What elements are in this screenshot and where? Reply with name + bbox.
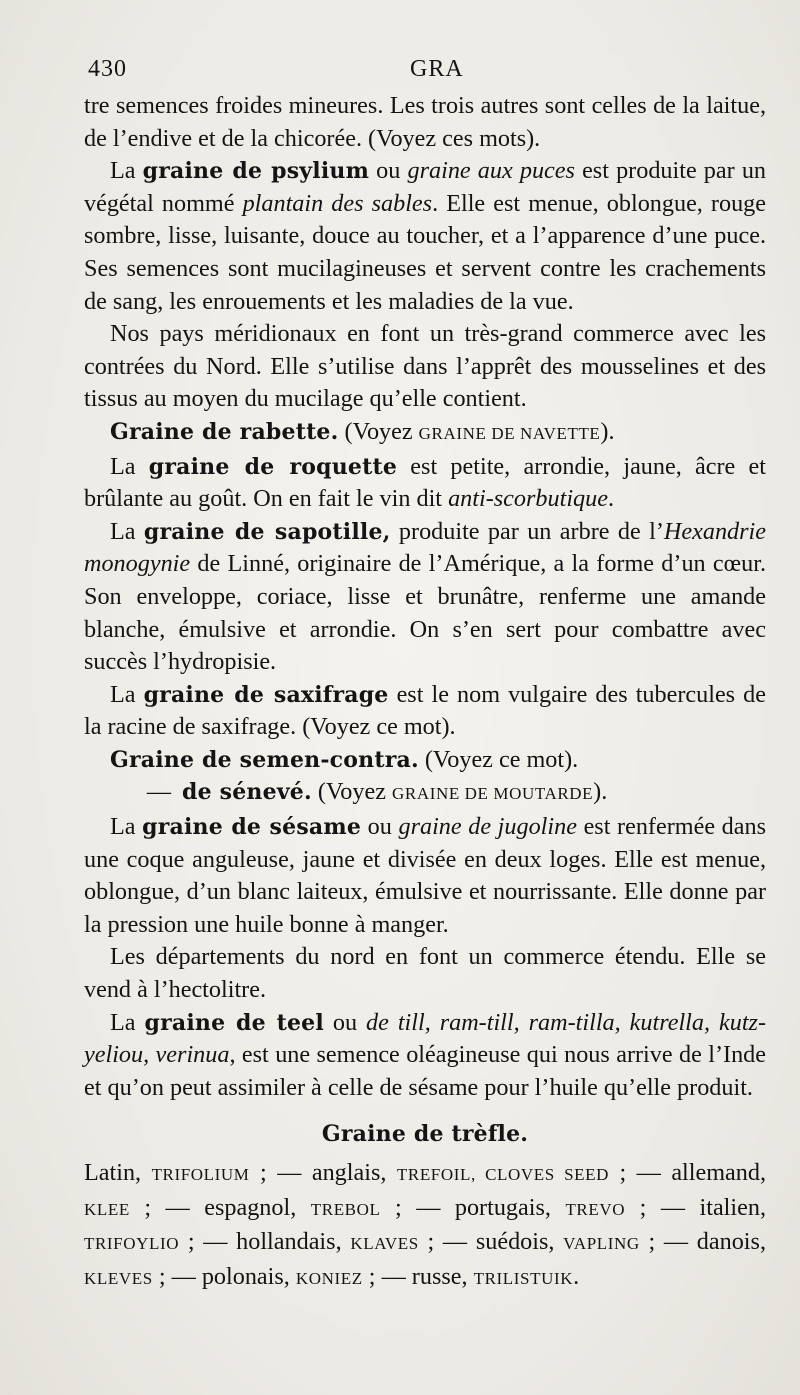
entry-term: graine de saxifrage: [143, 681, 389, 708]
text-run: ; — danois,: [639, 1228, 766, 1256]
entry-semen-contra: [84, 744, 766, 777]
plant-name: plantain des sables: [242, 189, 433, 217]
text-run: (Voyez: [311, 778, 393, 806]
language-term: TRIFOYLIO: [84, 1234, 180, 1254]
text-run: ).: [600, 417, 615, 445]
text-run: . Elle est menue, oblongue, rouge sombre, lisse, luisante, douce au toucher, et a l’apparence d’une puce. Ses semences sont mucilagineuses et servent contre les crachements de sang, les enrouements et les maladies de la vue.: [84, 189, 767, 315]
text-run: ou: [361, 813, 399, 841]
text-run: ou: [369, 157, 408, 185]
language-term: KONIEZ: [295, 1268, 363, 1288]
entry-term: Graine de semen-contra.: [110, 746, 419, 773]
entry-sesame: [84, 811, 766, 941]
entry-sapotille: [84, 516, 766, 679]
entry-saxifrage: [84, 679, 766, 744]
text-run: ou: [323, 1008, 367, 1036]
language-term: TRILISTUIK: [473, 1268, 574, 1288]
language-term: KLAVES: [350, 1234, 419, 1254]
text-run: .: [573, 1262, 580, 1290]
language-term: VAPLING: [563, 1234, 640, 1254]
language-term: TREBOL: [310, 1199, 381, 1219]
text-run: ; — suédois,: [418, 1228, 564, 1256]
entry-psylium: [84, 155, 766, 318]
cross-reference: GRAINE DE NAVETTE: [418, 423, 601, 443]
page-body: [84, 90, 766, 1295]
page-number: 430: [88, 56, 127, 82]
text-run: ; — russe,: [362, 1262, 474, 1290]
text-run: ; — portugais,: [380, 1193, 566, 1221]
text-run: ; — anglais,: [249, 1159, 397, 1186]
botanical-class: Hexandrie monogynie: [84, 517, 766, 578]
heading-text: Graine de trèfle.: [321, 1121, 529, 1148]
ditto-dash: —: [146, 778, 172, 806]
text-run: ; — polonais,: [152, 1262, 296, 1290]
text-run: ; — espagnol,: [129, 1193, 311, 1221]
text-run: , est une semence oléagineuse qui nous arrive de l’Inde et qu’on peut assimiler à celle de sésame pour l’huile qu’elle produit.: [84, 1041, 767, 1101]
text-run: (Voyez ce mot).: [418, 745, 579, 773]
text-run: La: [110, 813, 143, 841]
paragraph-continuation: tre semences froides mineures. Les trois autres sont celles de la laitue, de l’endive et de la chicorée. (Voyez ces mots).: [84, 92, 766, 152]
text-run: La: [110, 452, 149, 480]
language-term: TREFOIL, CLOVES SEED: [396, 1165, 609, 1184]
wine-name: anti-scorbutique: [448, 485, 608, 513]
text-run: (Voyez: [338, 417, 419, 445]
entry-term: de sénevé.: [182, 779, 312, 806]
text-run: de Linné, originaire de l’Amérique, a la forme d’un cœur. Son enveloppe, coriace, lisse et brunâtre, renferme une amande blanche, émulsive et arrondie. On s’en sert pour combattre avec succès l’hydropisie.: [84, 550, 766, 676]
synonym: graine de jugoline: [398, 813, 577, 841]
paragraph-departements: Les départements du nord en font un commerce étendu. Elle se vend à l’hectolitre.: [84, 943, 766, 1004]
language-term: TREVO: [565, 1199, 626, 1219]
synonym: graine aux puces: [407, 157, 575, 185]
text-run: est petite, arrondie, jaune, âcre et brûlante au goût. On en fait le vin dit: [84, 452, 766, 513]
text-run: ; — hollandais,: [179, 1228, 351, 1256]
page-header: [84, 56, 766, 90]
text-run: .: [607, 485, 615, 513]
text-run: ; — allemand,: [609, 1159, 767, 1186]
synonyms: de till, ram-till, ram-tilla, kutrella, kutz-yeliou, verinua: [84, 1008, 767, 1069]
language-term: TRIFOLIUM: [151, 1165, 250, 1184]
entry-term: Graine de rabette.: [110, 418, 339, 445]
entry-rabette: [84, 416, 766, 451]
running-head: GRA: [410, 56, 464, 82]
text-run: est renfermée dans une coque anguleuse, jaune et divisée en deux loges. Elle est menue, oblongue, d’un blanc laiteux, émulsive et nourrissante. Elle donne par la pression une huile bonne à manger.: [84, 813, 767, 938]
text-run: La: [110, 1008, 145, 1036]
text-run: La: [110, 157, 143, 185]
entry-teel: [84, 1007, 766, 1105]
text-run: Latin,: [84, 1159, 152, 1186]
entry-term: graine de teel: [144, 1009, 324, 1036]
entry-roquette: [84, 451, 766, 516]
text-run: ).: [593, 778, 608, 806]
entry-trefle-names: [84, 1157, 766, 1295]
cross-reference: GRAINE DE MOUTARDE: [392, 784, 594, 804]
entry-term: graine de sapotille,: [143, 518, 391, 545]
entry-seneve: [84, 776, 766, 811]
text-run: La: [110, 517, 144, 545]
entry-term: graine de sésame: [142, 814, 362, 841]
entry-term: graine de psylium: [142, 158, 370, 185]
text-run: ; — italien,: [625, 1193, 766, 1221]
entry-term: graine de roquette: [148, 453, 398, 480]
text-run: est produite par un végétal nommé: [84, 157, 767, 217]
language-term: KLEE: [84, 1199, 130, 1219]
text-run: est le nom vulgaire des tubercules de la racine de saxifrage. (Voyez ce mot).: [84, 680, 766, 741]
language-term: KLEVES: [84, 1268, 153, 1288]
text-run: produite par un arbre de l’: [390, 517, 664, 545]
paragraph-commerce: Nos pays méridionaux en font un très-grand commerce avec les contrées du Nord. Elle s’utilise dans l’apprêt des mousselines et des tissus au moyen du mucilage qu’elle contient.: [84, 320, 766, 413]
text-run: La: [110, 680, 144, 708]
section-heading: [84, 1118, 766, 1151]
